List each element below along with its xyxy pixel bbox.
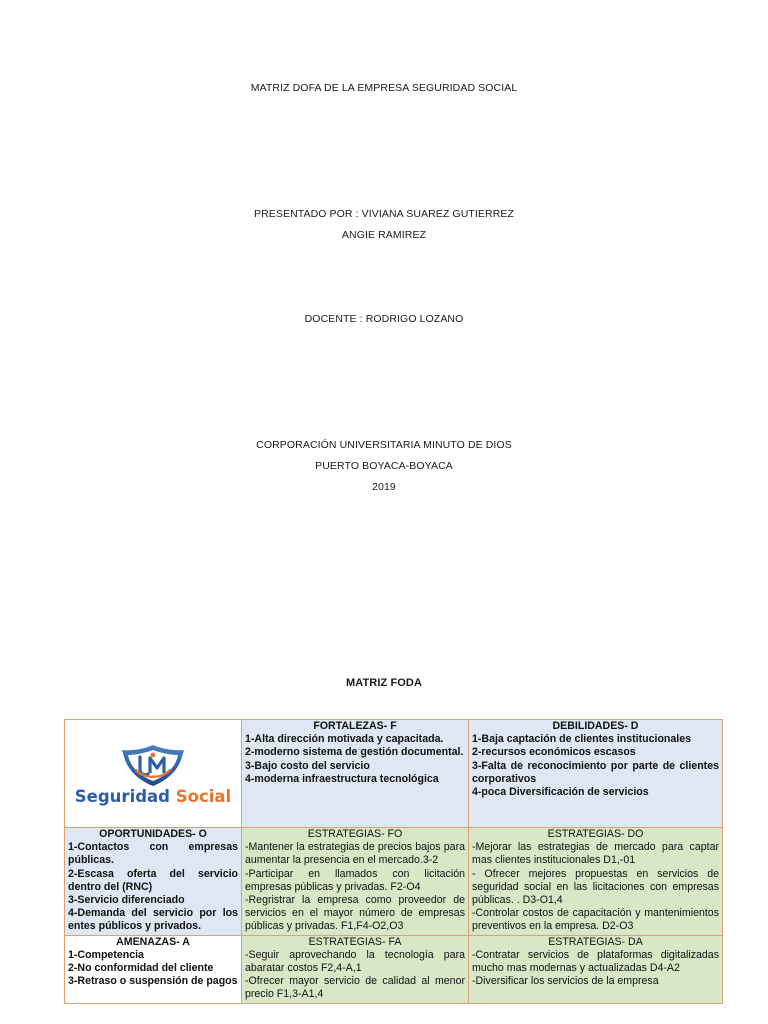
fortaleza-item: 3-Bajo costo del servicio xyxy=(245,759,370,772)
estrategias-fo-cell xyxy=(242,828,469,936)
estrategia-fo-item: -Regristrar la empresa como proveedor de servicios en el mayor número de empresas públicas y privadas. F1,F4-O2,O3 xyxy=(245,894,465,933)
city: PUERTO BOYACA-BOYACA xyxy=(315,460,453,472)
year: 2019 xyxy=(372,481,396,493)
estrategias-do-header: ESTRATEGIAS- DO xyxy=(547,828,644,840)
estrategia-fa-item: -Ofrecer mayor servicio de calidad al menor precio F1,3-A1,4 xyxy=(245,975,465,1001)
logo-word-1: Seguridad xyxy=(74,786,170,806)
oportunidades-cell xyxy=(65,828,242,936)
oportunidad-item: 3-Servicio diferenciado xyxy=(68,894,185,907)
fortaleza-item: 4-moderna infraestructura tecnológica xyxy=(245,772,439,785)
amenazas-cell xyxy=(65,935,242,1003)
oportunidad-item: 2-Escasa oferta del servicio dentro del (RNC) xyxy=(68,867,238,893)
estrategia-fo-item: -Mantener la estrategias de precios bajos para aumentar la presencia en el mercado.3-2 xyxy=(245,841,465,867)
matrix-row-header xyxy=(65,720,723,828)
teacher: DOCENTE : RODRIGO LOZANO xyxy=(304,313,464,325)
presented-by: PRESENTADO POR : VIVIANA SUAREZ GUTIERREZ xyxy=(253,208,515,220)
logo-wordmark xyxy=(68,786,238,806)
debilidades-header: DEBILIDADES- D xyxy=(552,720,639,732)
amenazas-header: AMENAZAS- A xyxy=(116,935,190,948)
dofa-matrix xyxy=(64,719,723,1004)
estrategia-da-item: -Diversificar los servicios de la empresa xyxy=(472,975,659,988)
amenaza-item: 2-No conformidad del cliente xyxy=(68,962,214,975)
oportunidades-header: OPORTUNIDADES- O xyxy=(99,828,207,840)
fortaleza-item: 2-moderno sistema de gestión documental. xyxy=(245,746,464,759)
debilidad-item: 2-recursos económicos escasos xyxy=(472,746,636,759)
fortaleza-item: 1-Alta dirección motivada y capacitada. xyxy=(245,733,444,746)
estrategia-do-item: - Ofrecer mejores propuestas en servicios de seguridad social en las licitaciones con empresas públicas. . D3-O1,4 xyxy=(472,867,719,907)
estrategia-do-item: -Mejorar las estrategias de mercado para captar mas clientes institucionales D1,-01 xyxy=(472,841,719,867)
estrategias-do-cell xyxy=(469,828,723,936)
shield-logo-icon xyxy=(114,743,192,787)
debilidades-cell xyxy=(469,720,723,828)
estrategias-fa-header: ESTRATEGIAS- FA xyxy=(308,935,402,948)
matrix-row-amenazas xyxy=(65,935,723,1003)
estrategia-fo-item: -Participar en llamados con licitación empresas públicas y privadas. F2-O4 xyxy=(245,867,465,893)
document-title: MATRIZ DOFA DE LA EMPRESA SEGURIDAD SOCIAL xyxy=(250,82,518,94)
amenaza-item: 3-Retraso o suspensión de pagos xyxy=(68,975,238,988)
fortalezas-header: FORTALEZAS- F xyxy=(313,720,397,732)
institution: CORPORACIÓN UNIVERSITARIA MINUTO DE DIOS xyxy=(256,439,512,451)
estrategia-fa-item: -Seguir aprovechando la tecnología para abaratar costos F2,4-A,1 xyxy=(245,948,465,975)
debilidad-item: 3-Falta de reconocimiento por parte de clientes corporativos xyxy=(472,759,719,785)
fortalezas-cell xyxy=(242,720,469,828)
logo-cell xyxy=(65,720,242,828)
estrategias-da-cell xyxy=(469,935,723,1003)
estrategia-da-item: -Contratar servicios de plataformas digitalizadas mucho mas modernas y actualizadas D4-A2 xyxy=(472,948,719,975)
estrategias-da-header: ESTRATEGIAS- DA xyxy=(548,935,643,948)
oportunidad-item: 4-Demanda del servicio por los entes públicos y privados. xyxy=(68,907,238,933)
oportunidad-item: 1-Contactos con empresas públicas. xyxy=(68,841,238,867)
debilidad-item: 4-poca Diversificación de servicios xyxy=(472,786,649,799)
logo-word-2: Social xyxy=(175,786,232,806)
matrix-title: MATRIZ FODA xyxy=(345,677,423,689)
estrategias-fo-header: ESTRATEGIAS- FO xyxy=(307,828,403,840)
amenaza-item: 1-Competencia xyxy=(68,948,144,961)
debilidad-item: 1-Baja captación de clientes institucionales xyxy=(472,733,692,746)
estrategia-do-item: -Controlar costos de capacitación y mantenimientos preventivos en la empresa. D2-O3 xyxy=(472,907,719,933)
seguridad-social-logo xyxy=(68,743,238,806)
author-second: ANGIE RAMIREZ xyxy=(341,229,427,241)
estrategias-fa-cell xyxy=(242,935,469,1003)
matrix-row-oportunidades xyxy=(65,828,723,936)
